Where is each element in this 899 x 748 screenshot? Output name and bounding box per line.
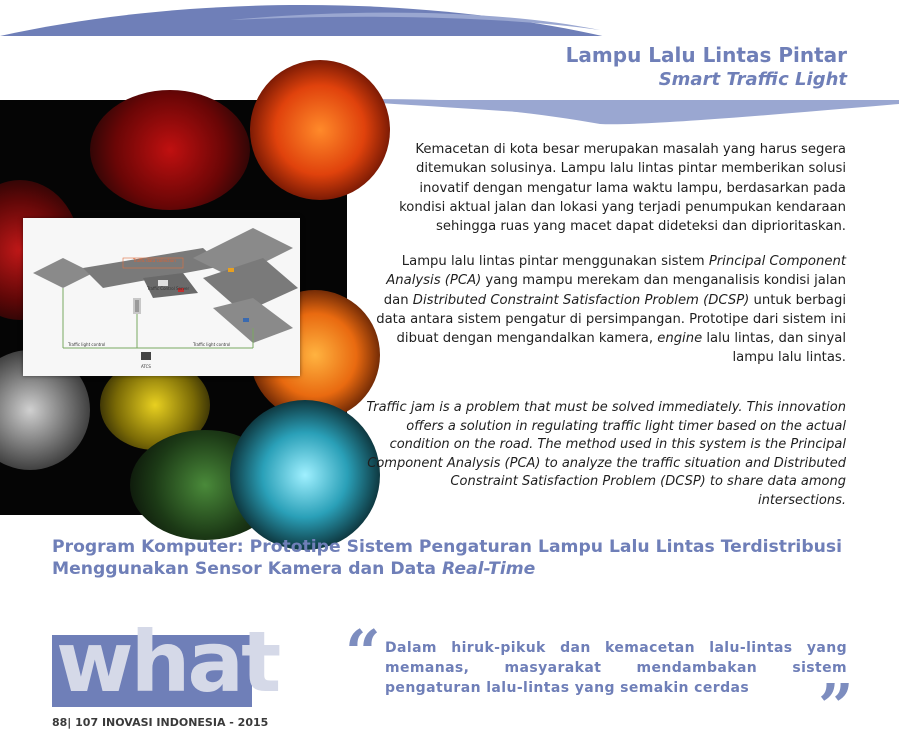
pull-quote: Dalam hiruk-pikuk dan kemacetan lalu-lintas yang memanas, masyarakat mendambakan sistem pengaturan lalu-lintas yang semakin cerdas xyxy=(385,640,847,696)
diagram-illustration xyxy=(23,218,300,376)
program-title xyxy=(52,536,852,580)
p2-term-pca: Principal Component Analysis (PCA) xyxy=(386,254,846,289)
diagram-label-controller-left: Traffic light control xyxy=(68,342,106,347)
program-title-emphasis: Real-Time xyxy=(442,559,536,579)
page-title-block xyxy=(566,42,847,92)
p2-term-engine: engine xyxy=(657,331,703,347)
p2-term-dcsp: Distributed Constraint Satisfaction Problem (DCSP) xyxy=(412,292,750,308)
body-paragraph-2 xyxy=(366,252,846,368)
p2-text-2: yang mampu merekam dan menganalisis kondisi jalan dan xyxy=(383,273,846,308)
p2-text-1: Lampu lalu lintas pintar menggunakan sistem xyxy=(401,254,709,269)
diagram-label-collection: Traffic data collection xyxy=(133,258,176,263)
page-title: Lampu Lalu Lintas Pintar xyxy=(565,43,847,67)
page-subtitle: Smart Traffic Light xyxy=(658,69,847,90)
traffic-system-diagram xyxy=(23,218,300,376)
section-word: what xyxy=(56,613,279,711)
section-badge-what xyxy=(52,613,279,711)
diagram-label-server: Traffic Control Server xyxy=(147,286,190,291)
diagram-label-atcs: ATCS xyxy=(141,364,151,369)
diagram-label-controller-right: Traffic light control xyxy=(193,342,231,347)
page-footer: 88| 107 INOVASI INDONESIA - 2015 xyxy=(52,716,269,729)
quote-close-icon: ” xyxy=(818,670,854,743)
traffic-light-photo xyxy=(0,100,347,515)
p2-text-3: untuk berbagi data antara sistem pengatur di persimpangan. Prototipe dari sistem ini dibuat dengan mengandalkan kamera, xyxy=(376,292,846,347)
english-summary: Traffic jam is a problem that must be solved immediately. This innovation offers a solution in regulating traffic light timer based on the actual condition on the road. The method used in this system is the Principal Component Analysis (PCA) to analyze the traffic situation and Distributed Constraint Satisfaction Problem (DCSP) to share data among intersections. xyxy=(366,400,846,508)
p2-text-4: lalu lintas, dan sinyal lampu lalu lintas. xyxy=(702,331,846,366)
program-title-text: Program Komputer: Prototipe Sistem Pengaturan Lampu Lalu Lintas Terdistribusi Menggunakan Sensor Kamera dan Data xyxy=(52,537,842,579)
quote-open-icon: “ xyxy=(345,616,381,689)
body-paragraph-1: Kemacetan di kota besar merupakan masalah yang harus segera ditemukan solusinya. Lampu lalu lintas pintar memberikan solusi inovatif dengan mengatur lama waktu lampu, berdasarkan pada kondisi aktual jalan dan lokasi yang terjadi penumpukan kendaraan sehingga ruas yang macet dapat dideteksi dan diprioritaskan. xyxy=(399,142,846,235)
